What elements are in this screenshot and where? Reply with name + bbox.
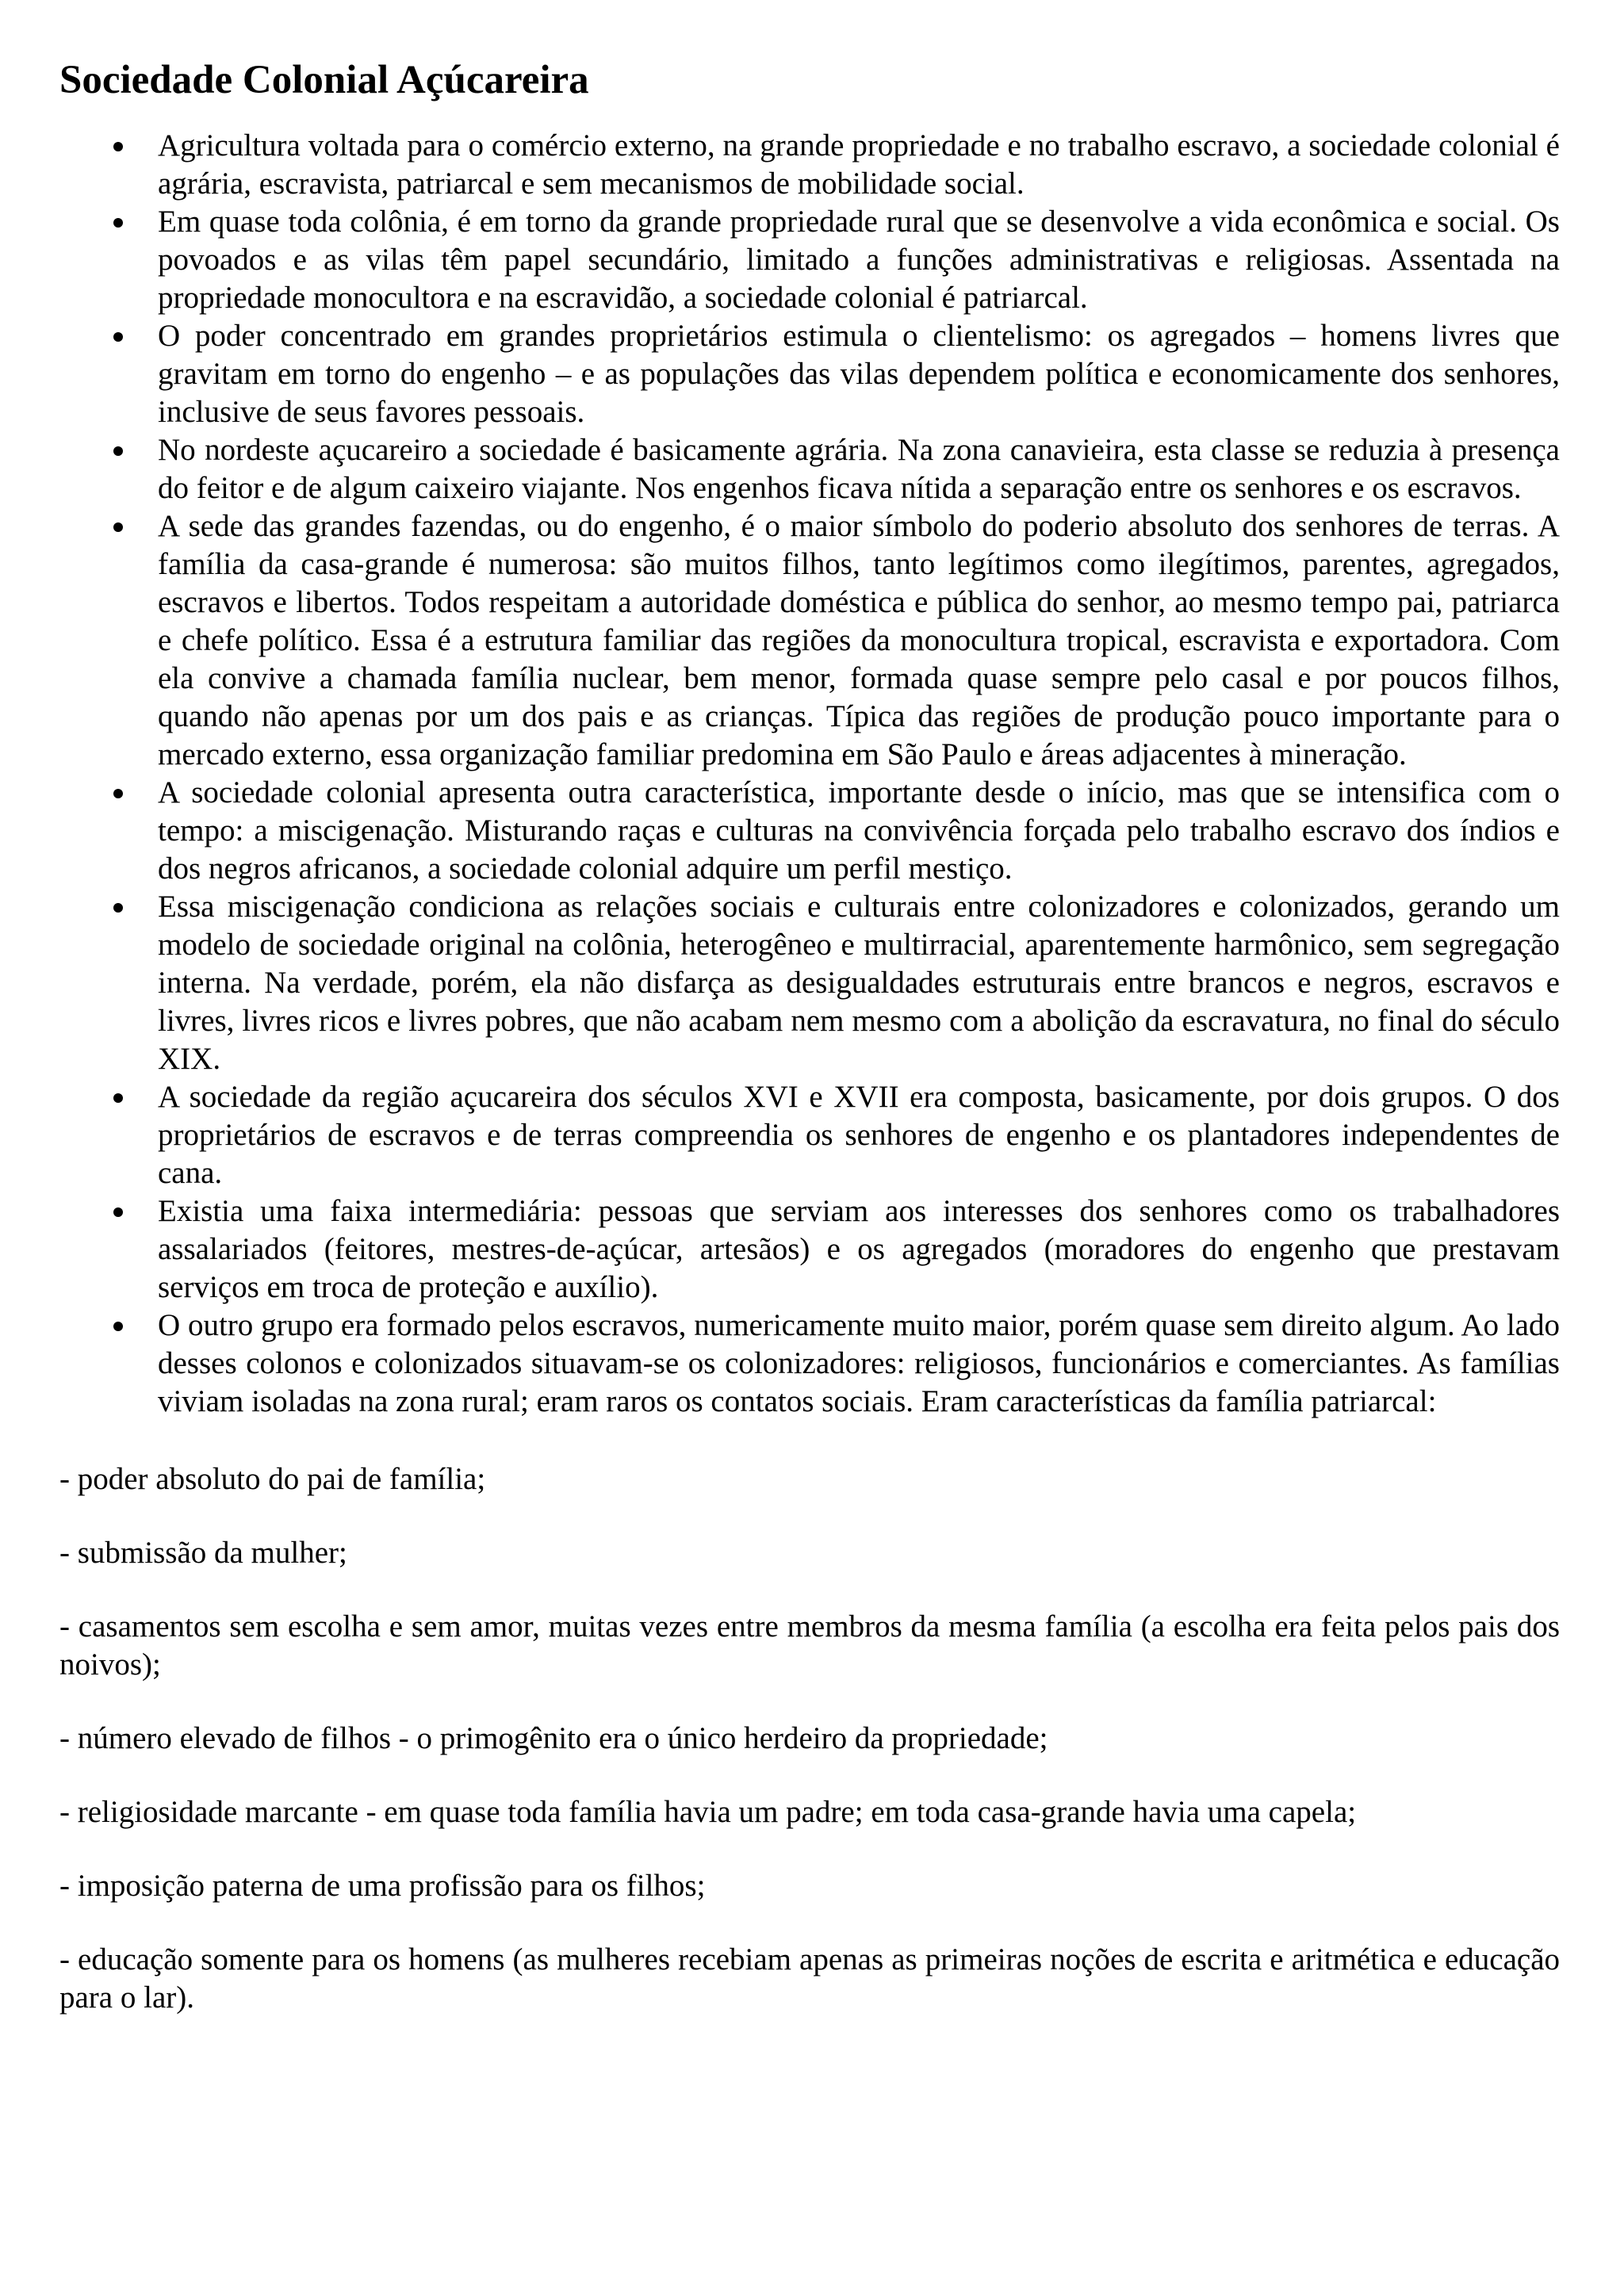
- bullet-list: [59, 127, 1560, 1421]
- bullet-dot-icon: [113, 1093, 123, 1103]
- bullet-dot-icon: [113, 446, 123, 456]
- bullet-text: A sede das grandes fazendas, ou do engenho, é o maior símbolo do poderio absoluto dos senhores de terras. A família da casa-grande é numerosa: são muitos filhos, tanto legítimos como ilegítimos, parentes, agregados, escravos e libertos. Todos respeitam a autoridade doméstica e pública do senhor, ao mesmo tempo pai, patriarca e chefe político. Essa é a estrutura familiar das regiões da monocultura tropical, escravista e exportadora. Com ela convive a chamada família nuclear, bem menor, formada quase sempre pelo casal e por poucos filhos, quando não apenas por um dos pais e as crianças. Típica das regiões de produção pouco importante para o mercado externo, essa organização familiar predomina em São Paulo e áreas adjacentes à mineração.: [158, 509, 1560, 771]
- bullet-text: O poder concentrado em grandes proprietários estimula o clientelismo: os agregados – homens livres que gravitam em torno do engenho – e as populações das vilas dependem política e economicamente dos senhores, inclusive de seus favores pessoais.: [158, 319, 1560, 429]
- bullet-dot-icon: [113, 142, 123, 151]
- characteristic-item: - imposição paterna de uma profissão para os filhos;: [59, 1869, 706, 1903]
- characteristic-item: - submissão da mulher;: [59, 1536, 347, 1570]
- bullet-text: Em quase toda colônia, é em torno da grande propriedade rural que se desenvolve a vida econômica e social. Os povoados e as vilas têm papel secundário, limitado a funções administrativas e religiosas. Assentada na propriedade monocultora e na escravidão, a sociedade colonial é patriarcal.: [158, 205, 1560, 315]
- bullet-dot-icon: [113, 903, 123, 913]
- characteristic-item: - número elevado de filhos - o primogênito era o único herdeiro da propriedade;: [59, 1721, 1048, 1755]
- bullet-text: A sociedade colonial apresenta outra característica, importante desde o início, mas que se intensifica com o tempo: a miscigenação. Misturando raças e culturas na convivência forçada pelo trabalho escravo dos índios e dos negros africanos, a sociedade colonial adquire um perfil mestiço.: [158, 775, 1560, 886]
- bullet-item: [158, 317, 1560, 431]
- characteristic-item: - religiosidade marcante - em quase toda família havia um padre; em toda casa-grande havia uma capela;: [59, 1795, 1357, 1829]
- bullet-text: Essa miscigenação condiciona as relações sociais e culturais entre colonizadores e colonizados, gerando um modelo de sociedade original na colônia, heterogêneo e multirracial, aparentemente harmônico, sem segregação interna. Na verdade, porém, ela não disfarça as desigualdades estruturais entre brancos e negros, escravos e livres, livres ricos e livres pobres, que não acabam nem mesmo com a abolição da escravatura, no final do século XIX.: [158, 890, 1560, 1076]
- document-page: [59, 55, 1560, 2053]
- bullet-item: [158, 1307, 1560, 1421]
- bullet-item: [158, 1078, 1560, 1192]
- bullet-text: A sociedade da região açucareira dos séculos XVI e XVII era composta, basicamente, por dois grupos. O dos proprietários de escravos e de terras compreendia os senhores de engenho e os plantadores independentes de cana.: [158, 1080, 1560, 1190]
- bullet-item: [158, 203, 1560, 317]
- bullet-dot-icon: [113, 1207, 123, 1217]
- bullet-text: Agricultura voltada para o comércio externo, na grande propriedade e no trabalho escravo, a sociedade colonial é agrária, escravista, patriarcal e sem mecanismos de mobilidade social.: [158, 128, 1560, 201]
- bullet-dot-icon: [113, 332, 123, 342]
- characteristic-item: - casamentos sem escolha e sem amor, muitas vezes entre membros da mesma família (a escolha era feita pelos pais dos noivos);: [59, 1609, 1560, 1682]
- characteristic-item: - poder absoluto do pai de família;: [59, 1462, 486, 1496]
- bullet-text: O outro grupo era formado pelos escravos, numericamente muito maior, porém quase sem direito algum. Ao lado desses colonos e colonizados situavam-se os colonizadores: religiosos, funcionários e comerciantes. As famílias viviam isoladas na zona rural; eram raros os contatos sociais. Eram características da família patriarcal:: [158, 1308, 1560, 1418]
- bullet-item: [158, 888, 1560, 1078]
- bullet-item: [158, 774, 1560, 888]
- bullet-dot-icon: [113, 218, 123, 228]
- characteristics-list: [59, 1460, 1560, 2017]
- bullet-item: [158, 1192, 1560, 1307]
- bullet-text: Existia uma faixa intermediária: pessoas que serviam aos interesses dos senhores como os trabalhadores assalariados (feitores, mestres-de-açúcar, artesãos) e os agregados (moradores do engenho que prestavam serviços em troca de proteção e auxílio).: [158, 1194, 1560, 1304]
- bullet-dot-icon: [113, 1322, 123, 1331]
- bullet-dot-icon: [113, 522, 123, 532]
- bullet-item: [158, 507, 1560, 774]
- page-title: Sociedade Colonial Açúcareira: [59, 58, 589, 102]
- characteristic-item: - educação somente para os homens (as mulheres recebiam apenas as primeiras noções de escrita e aritmética e educação para o lar).: [59, 1942, 1560, 2015]
- bullet-item: [158, 431, 1560, 507]
- bullet-dot-icon: [113, 789, 123, 798]
- bullet-text: No nordeste açucareiro a sociedade é basicamente agrária. Na zona canavieira, esta classe se reduzia à presença do feitor e de algum caixeiro viajante. Nos engenhos ficava nítida a separação entre os senhores e os escravos.: [158, 433, 1560, 505]
- bullet-item: [158, 127, 1560, 203]
